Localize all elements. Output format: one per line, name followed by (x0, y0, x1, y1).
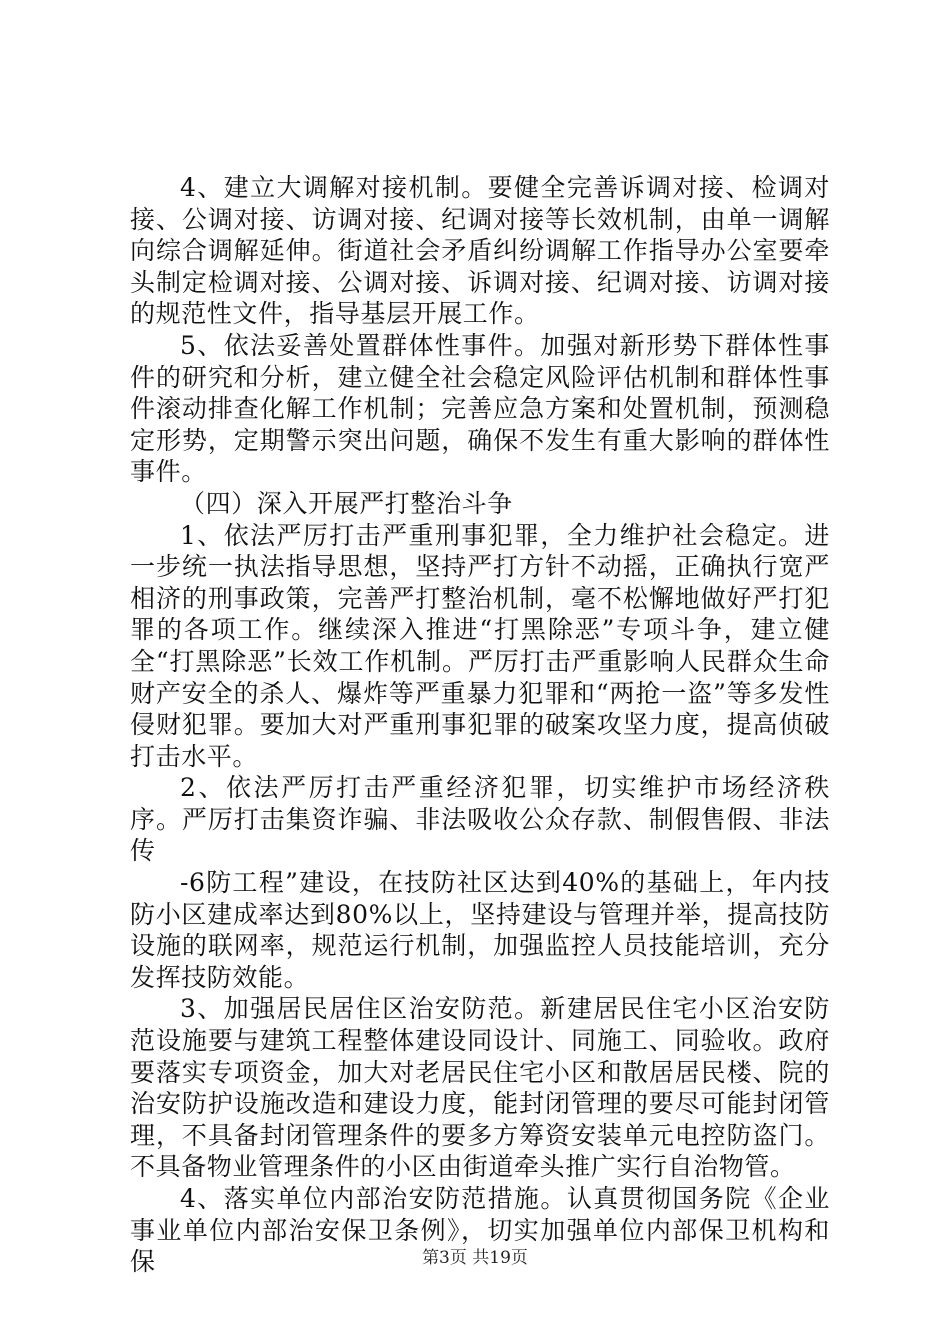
paragraph-mediation-mechanism: 4、建立大调解对接机制。要健全完善诉调对接、检调对接、公调对接、访调对接、纪调对接等长效机制，由单一调解向综合调解延伸。街道社会矛盾纠纷调解工作指导办公室要牵头制定检调对接、公调对接、诉调对接、纪调对接、访调对接的规范性文件，指导基层开展工作。 (130, 173, 830, 329)
paragraph-residential-security: 3、加强居民居住区治安防范。新建居民住宅小区治安防范设施要与建筑工程整体建设同设计、同施工、同验收。政府要落实专项资金，加大对老居民住宅小区和散居居民楼、院的治安防护设施改造和建设力度，能封闭管理的要尽可能封闭管理，不具备封闭管理条件的要多方筹资安装单元电控防盗门。不具备物业管理条件的小区由街道牵头推广实行自治物管。 (130, 994, 830, 1182)
paragraph-internal-security: 4、落实单位内部治安防范措施。认真贯彻国务院《企业事业单位内部治安保卫条例》，切实加强单位内部保卫机构和保 (130, 1184, 830, 1277)
section-heading-strike-hard: （四）深入开展严打整治斗争 (180, 488, 513, 518)
page-number-footer: 第3页 共19页 (422, 1248, 528, 1268)
paragraph-criminal-offenses: 1、依法严厉打击严重刑事犯罪，全力维护社会稳定。进一步统一执法指导思想，坚持严打方针不动摇，正确执行宽严相济的刑事政策，完善严打整治机制，毫不松懈地做好严打犯罪的各项工作。继续深入推进“打黑除恶”专项斗争，建立健全“打黑除恶”长效工作机制。严厉打击严重影响人民群众生命财产安全的杀人、爆炸等严重暴力犯罪和“两抢一盗”等多发性侵财犯罪。要加大对严重刑事犯罪的破案攻坚力度，提高侦破打击水平。 (130, 520, 830, 771)
document-body (130, 172, 830, 1278)
paragraph-technical-prevention: -6防工程”建设，在技防社区达到40%的基础上，年内技防小区建成率达到80%以上，坚持建设与管理并举，提高技防设施的联网率，规范运行机制，加强监控人员技能培训，充分发挥技防效能。 (130, 868, 830, 992)
paragraph-mass-incidents: 5、依法妥善处置群体性事件。加强对新形势下群体性事件的研究和分析，建立健全社会稳定风险评估机制和群体性事件滚动排查化解工作机制；完善应急方案和处置机制，预测稳定形势，定期警示突出问题，确保不发生有重大影响的群体性事件。 (130, 330, 830, 487)
paragraph-economic-crimes: 2、依法严厉打击严重经济犯罪，切实维护市场经济秩序。严厉打击集资诈骗、非法吸收公众存款、制假售假、非法传 (130, 773, 830, 866)
